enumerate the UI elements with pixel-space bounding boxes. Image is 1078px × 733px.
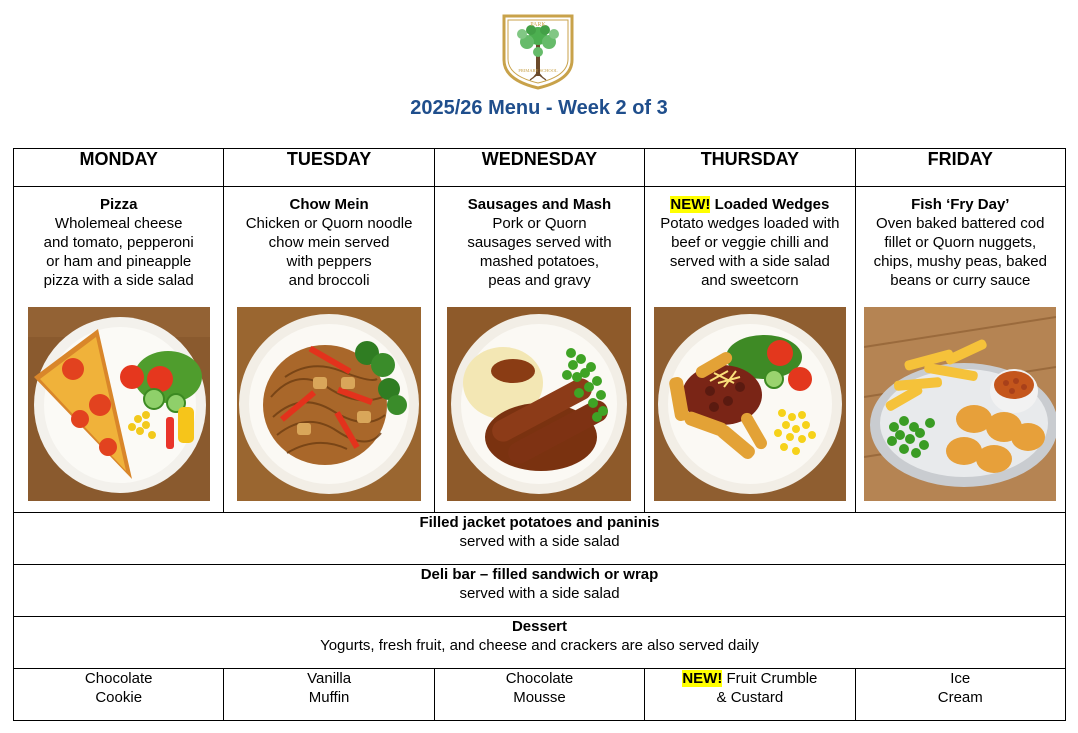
dish-title — [645, 195, 854, 214]
dish-line: and tomato, pepperoni — [43, 234, 194, 251]
dish-title — [435, 195, 644, 214]
jacket-potato-cell — [14, 513, 1066, 565]
dish-cell-monday — [14, 187, 224, 513]
dessert-line: & Custard — [716, 689, 784, 706]
main-dish-row — [14, 187, 1066, 513]
dish-line: beans or curry sauce — [890, 272, 1031, 289]
fish-chips-photo — [864, 307, 1056, 501]
dish-line: mashed potatoes, — [479, 253, 600, 270]
chow-mein-photo — [237, 307, 421, 501]
dish-title-text: Chow Mein — [289, 196, 369, 213]
dessert-cell-thursday — [645, 669, 855, 721]
page-title: 2025/26 Menu - Week 2 of 3 — [410, 97, 668, 119]
dish-line: fillet or Quorn nuggets, — [884, 234, 1037, 251]
day-header-wednesday: WEDNESDAY — [434, 149, 644, 187]
dish-line: Wholemeal cheese — [54, 215, 183, 232]
dish-title-text: Sausages and Mash — [467, 196, 612, 213]
jacket-title: Filled jacket potatoes and paninis — [419, 514, 660, 531]
day-header-thursday: THURSDAY — [645, 149, 855, 187]
sausages-mash-photo — [447, 307, 631, 501]
dessert-title: Dessert — [511, 618, 568, 635]
new-badge: NEW! — [682, 670, 723, 687]
dish-title-text: Loaded Wedges — [714, 196, 830, 213]
dish-line: and broccoli — [288, 272, 370, 289]
dessert-line: Cream — [937, 689, 983, 706]
dish-line: served with a side salad — [669, 253, 830, 270]
dish-cell-thursday — [645, 187, 855, 513]
deli-title: Deli bar – filled sandwich or wrap — [420, 566, 659, 583]
loaded-wedges-photo — [654, 307, 846, 501]
dessert-line: Fruit Crumble — [726, 670, 818, 687]
dish-line: or ham and pineapple — [46, 253, 192, 270]
menu-table — [13, 148, 1066, 721]
deli-bar-row — [14, 565, 1066, 617]
dessert-info-cell — [14, 617, 1066, 669]
dessert-cell-monday — [14, 669, 224, 721]
new-badge: NEW! — [670, 196, 711, 213]
jacket-subtitle: served with a side salad — [459, 533, 620, 550]
dish-cell-friday — [855, 187, 1065, 513]
deli-bar-cell — [14, 565, 1066, 617]
pizza-photo — [28, 307, 210, 501]
dish-line: Pork or Quorn — [492, 215, 587, 232]
jacket-potato-row — [14, 513, 1066, 565]
dessert-line: Cookie — [95, 689, 143, 706]
dish-title — [14, 195, 223, 214]
dish-title-text: Fish ‘Fry Day’ — [911, 196, 1010, 213]
deli-subtitle: served with a side salad — [459, 585, 620, 602]
dish-line: chips, mushy peas, baked — [873, 253, 1047, 270]
dessert-line: Chocolate — [505, 670, 574, 687]
dish-cell-wednesday — [434, 187, 644, 513]
dessert-row — [14, 669, 1066, 721]
day-header-friday: FRIDAY — [855, 149, 1065, 187]
dessert-line: Muffin — [308, 689, 350, 706]
dish-title-text: Pizza — [99, 196, 138, 213]
dish-line: Potato wedges loaded with — [660, 215, 840, 232]
dish-line: Chicken or Quorn noodle — [245, 215, 413, 232]
dish-line: pizza with a side salad — [43, 272, 194, 289]
day-header-tuesday: TUESDAY — [224, 149, 434, 187]
crest-top-text: PARK — [530, 22, 546, 28]
dish-line: peas and gravy — [488, 272, 591, 289]
dessert-subtitle: Yogurts, fresh fruit, and cheese and crackers are also served daily — [320, 637, 759, 654]
dish-line: chow mein served — [268, 234, 390, 251]
dish-line: sausages served with — [467, 234, 612, 251]
day-header-monday: MONDAY — [14, 149, 224, 187]
dish-title — [224, 195, 433, 214]
dish-line: beef or veggie chilli and — [671, 234, 829, 251]
dish-line: Oven baked battered cod — [876, 215, 1045, 232]
dessert-line: Chocolate — [84, 670, 153, 687]
dessert-info-row — [14, 617, 1066, 669]
dish-line: and sweetcorn — [701, 272, 799, 289]
dish-line: with peppers — [286, 253, 372, 270]
dessert-line: Mousse — [513, 689, 566, 706]
crest-bottom-text: PRIMARY SCHOOL — [518, 68, 558, 73]
dish-cell-tuesday — [224, 187, 434, 513]
dessert-cell-tuesday — [224, 669, 434, 721]
dish-title — [856, 195, 1065, 214]
day-header-row — [14, 149, 1066, 187]
dessert-cell-wednesday — [434, 669, 644, 721]
school-crest-logo — [500, 12, 576, 90]
dessert-cell-friday — [855, 669, 1065, 721]
dessert-line: Vanilla — [307, 670, 352, 687]
dessert-line: Ice — [950, 670, 971, 687]
